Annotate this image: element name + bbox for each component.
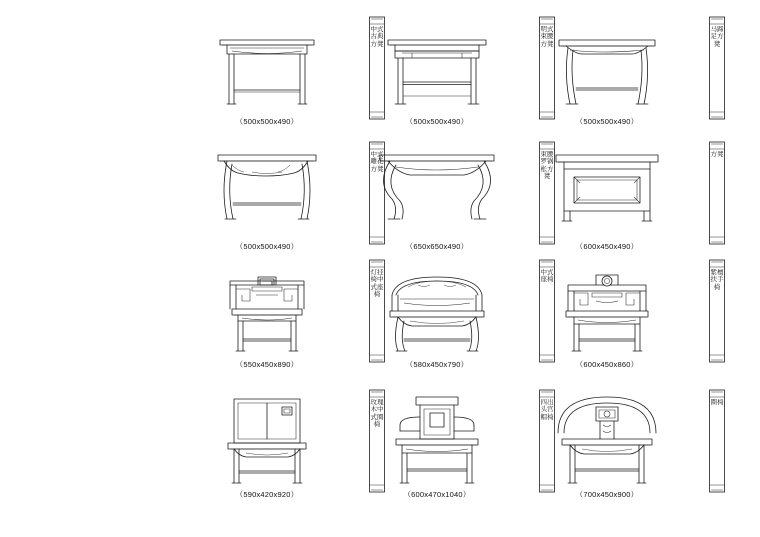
vertical-label: 紫檀扶手椅 <box>710 269 724 291</box>
dimension-caption: （650x650x490） <box>405 242 469 251</box>
dimension-caption: （600x450x490） <box>575 242 639 251</box>
vertical-label: 明式束腰方凳 <box>540 26 554 48</box>
furniture-cell[interactable] <box>512 12 760 146</box>
vertical-label-strip <box>708 16 726 120</box>
vertical-label: 玫瑰木中式圈椅 <box>370 399 384 429</box>
dimension-caption: （500x500x490） <box>405 117 469 126</box>
dimension-caption: （550x450x890） <box>235 360 299 369</box>
vertical-label: 四出头官帽椅 <box>540 399 554 421</box>
furniture-cell[interactable] <box>512 137 760 271</box>
vertical-label: 束腰罗锅枨方凳 <box>540 151 554 181</box>
vertical-label-strip <box>708 141 726 245</box>
dimension-caption: （500x500x490） <box>235 242 299 251</box>
dimension-caption: （590x420x920） <box>235 490 299 499</box>
vertical-label: 圈椅 <box>710 399 724 406</box>
vertical-label-strip <box>708 259 726 363</box>
vertical-label: 马蹄足方凳 <box>710 26 724 48</box>
dimension-caption: （600x470x1040） <box>403 490 471 499</box>
vertical-label: 中式古典方凳 <box>370 26 384 48</box>
vertical-label: 方凳 <box>710 151 724 158</box>
dimension-caption: （580x450x790） <box>405 360 469 369</box>
vertical-label: 中式雕花方凳 <box>370 151 384 173</box>
dimension-caption: （500x500x490） <box>575 117 639 126</box>
vertical-label-strip <box>708 389 726 493</box>
furniture-cell[interactable] <box>512 385 760 519</box>
dimension-caption: （500x500x490） <box>235 117 299 126</box>
vertical-label: 灯挂椅中式座椅 <box>370 269 384 299</box>
dimension-caption: （600x450x860） <box>575 360 639 369</box>
vertical-label: 中式座椅 <box>540 269 554 284</box>
furniture-cell[interactable] <box>512 255 760 389</box>
dimension-caption: （700x450x900） <box>575 490 639 499</box>
